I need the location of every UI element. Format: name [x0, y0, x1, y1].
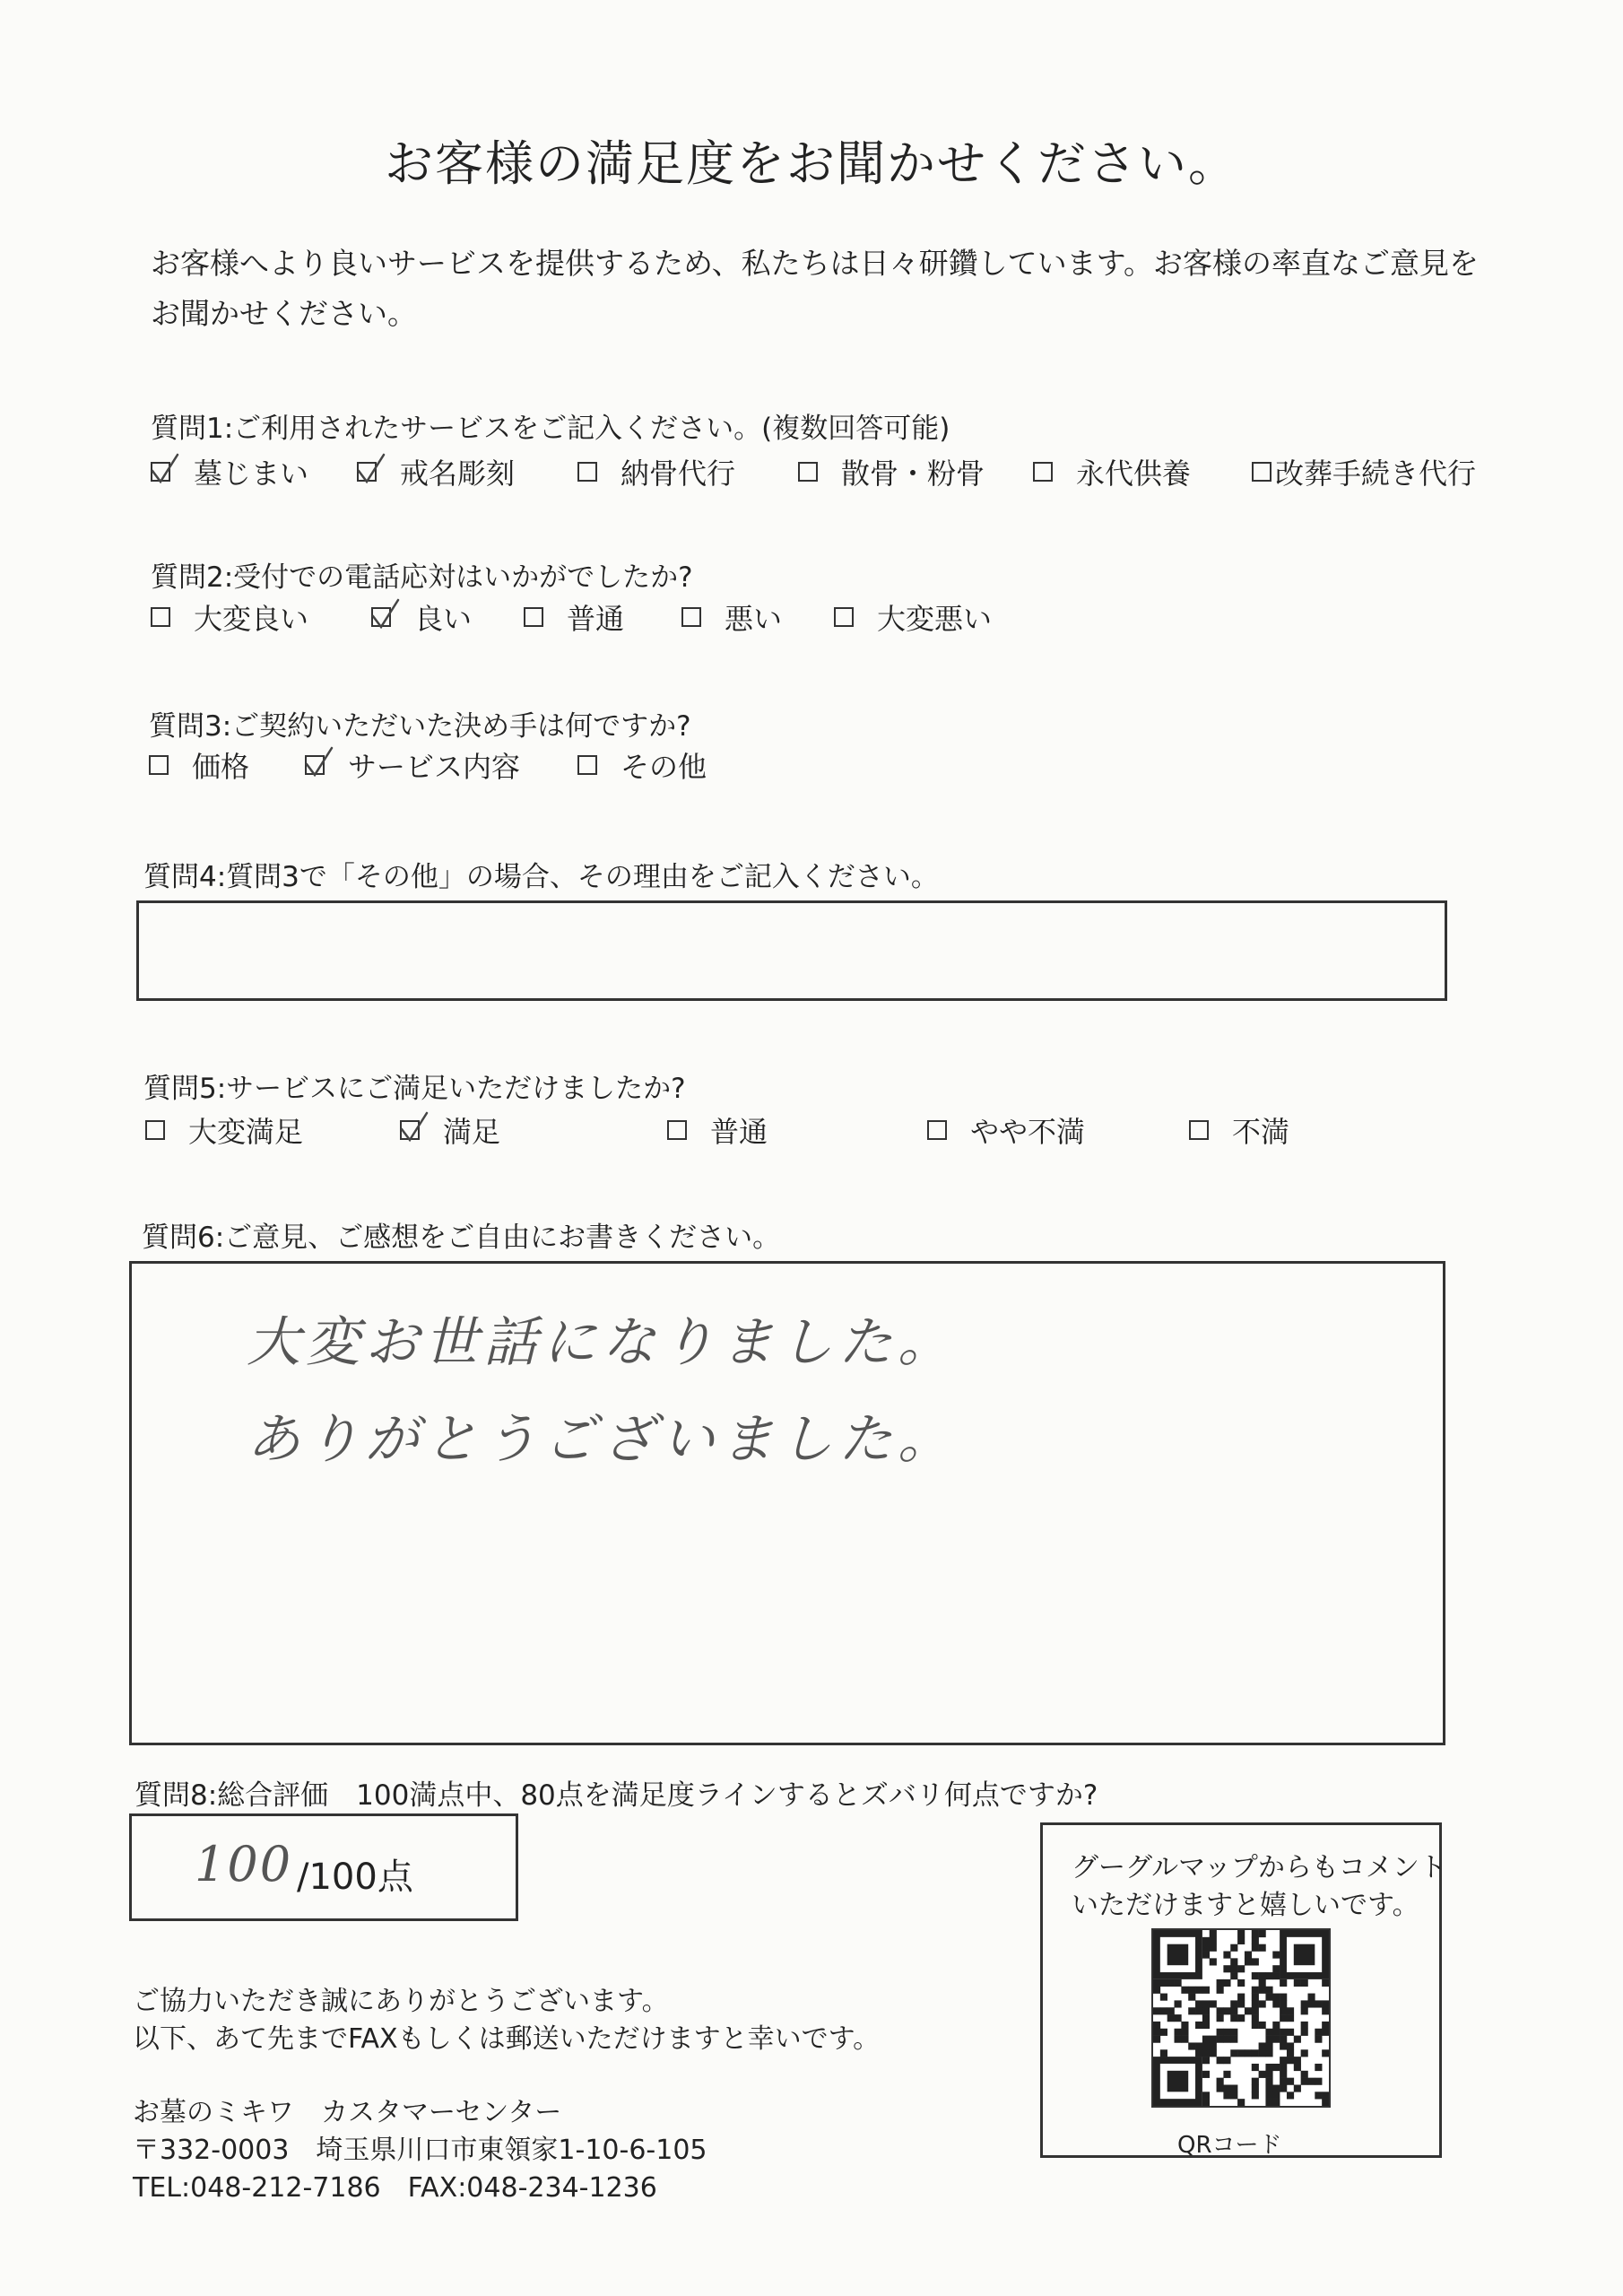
q2-option[interactable]: 普通	[524, 596, 624, 638]
qr-module	[1287, 2057, 1294, 2064]
qr-module	[1272, 2084, 1280, 2092]
qr-module	[1167, 1979, 1175, 1987]
q5-option[interactable]: 不満	[1189, 1109, 1289, 1151]
qr-module	[1230, 2000, 1237, 2007]
qr-module	[1230, 2007, 1237, 2014]
qr-module	[1272, 2022, 1280, 2029]
q2-option[interactable]: 大変良い	[151, 596, 308, 638]
qr-module	[1202, 2092, 1210, 2099]
qr-module	[1280, 1979, 1287, 1987]
qr-module	[1188, 2007, 1195, 2014]
checkbox[interactable]	[1252, 462, 1271, 482]
qr-module	[1301, 2007, 1308, 2014]
qr-module	[1322, 2099, 1329, 2106]
qr-module	[1153, 2007, 1160, 2014]
qr-module	[1272, 2000, 1280, 2007]
q5-option[interactable]: 普通	[667, 1109, 768, 1151]
qr-module	[1272, 1965, 1280, 1972]
qr-module	[1322, 1979, 1329, 1987]
qr-module	[1287, 2014, 1294, 2022]
qr-module	[1223, 1965, 1230, 1972]
score-box[interactable]	[129, 1813, 518, 1921]
qr-module	[1265, 2084, 1272, 2092]
q3-option[interactable]: サービス内容	[305, 744, 520, 786]
qr-module	[1237, 1930, 1245, 1937]
qr-module	[1287, 2078, 1294, 2085]
footer-address: 〒332-0003 埼玉県川口市東領家1-10-6-105	[133, 2135, 707, 2166]
qr-module	[1272, 1972, 1280, 1979]
q6-answer-box[interactable]	[129, 1261, 1445, 1745]
qr-module	[1202, 1952, 1210, 1959]
question-3: 質問3:ご契約いただいた決め手は何ですか?	[149, 710, 691, 743]
qr-module	[1280, 2084, 1287, 2092]
qr-module	[1301, 1979, 1308, 1987]
qr-module	[1223, 2036, 1230, 2043]
qr-module	[1265, 1987, 1272, 1994]
handwritten-answer-line-2: ありがとうございました。	[247, 1408, 957, 1471]
qr-module	[1322, 2007, 1329, 2014]
qr-module	[1195, 2022, 1202, 2029]
qr-module	[1294, 2036, 1301, 2043]
qr-module	[1315, 2000, 1322, 2007]
qr-module	[1265, 2064, 1272, 2071]
qr-module	[1294, 1979, 1301, 1987]
qr-module	[1202, 1944, 1210, 1952]
qr-module	[1202, 2007, 1210, 2014]
checkbox[interactable]	[1189, 1120, 1209, 1140]
qr-module	[1287, 2042, 1294, 2049]
qr-module	[1217, 2014, 1224, 2022]
qr-module	[1230, 1965, 1237, 1972]
qr-module	[1252, 1972, 1259, 1979]
qr-module	[1307, 2078, 1315, 2085]
qr-module	[1265, 2071, 1272, 2078]
qr-module	[1265, 1972, 1272, 1979]
qr-module	[1280, 2007, 1287, 2014]
checkbox[interactable]	[681, 607, 701, 627]
checkbox[interactable]	[149, 755, 169, 775]
qr-module	[1280, 2064, 1287, 2071]
qr-module	[1272, 2099, 1280, 2106]
qr-module	[1265, 2099, 1272, 2106]
qr-module	[1210, 2000, 1217, 2007]
qr-module	[1210, 1930, 1217, 1937]
qr-module	[1301, 2078, 1308, 2085]
qr-module	[1195, 2042, 1202, 2049]
qr-module	[1301, 2022, 1308, 2029]
checkbox[interactable]	[305, 755, 325, 775]
qr-module	[1280, 2042, 1287, 2049]
qr-module	[1259, 1987, 1266, 1994]
qr-module	[1181, 1987, 1188, 1994]
qr-module	[1160, 2049, 1167, 2057]
qr-module	[1322, 2022, 1329, 2029]
q1-option[interactable]: 散骨・粉骨	[798, 451, 985, 492]
qr-module	[1287, 2049, 1294, 2057]
qr-module	[1259, 2049, 1266, 2057]
qr-module	[1252, 2049, 1259, 2057]
qr-module	[1160, 2007, 1167, 2014]
q4-answer	[139, 903, 1445, 939]
qr-finder-pattern	[1167, 1944, 1189, 1966]
q4-answer-box[interactable]	[136, 900, 1447, 1001]
qr-module	[1210, 2036, 1217, 2043]
qr-module	[1230, 2029, 1237, 2036]
qr-module	[1202, 2049, 1210, 2057]
qr-module	[1315, 2092, 1322, 2099]
qr-module	[1223, 2057, 1230, 2064]
qr-module	[1237, 2099, 1245, 2106]
qr-label: QRコード	[1177, 2132, 1282, 2159]
qr-module	[1237, 2014, 1245, 2022]
footer-instruction: 以下、あて先までFAXもしくは郵送いただけますと幸いです。	[133, 2023, 881, 2055]
checkbox[interactable]	[145, 1120, 165, 1140]
qr-module	[1252, 2084, 1259, 2092]
qr-module	[1322, 2092, 1329, 2099]
qr-module	[1202, 2036, 1210, 2043]
intro-line-2: お聞かせください。	[151, 296, 417, 331]
qr-module	[1265, 2092, 1272, 2099]
qr-module	[1252, 2014, 1259, 2022]
qr-module	[1265, 2078, 1272, 2085]
qr-module	[1153, 2029, 1160, 2036]
qr-module	[1280, 2036, 1287, 2043]
google-text-line-1: グーグルマップからもコメント	[1072, 1852, 1446, 1883]
qr-module	[1265, 2036, 1272, 2043]
qr-module	[1202, 1987, 1210, 1994]
q1-option[interactable]: 永代供養	[1033, 451, 1191, 492]
checkbox[interactable]	[400, 1120, 420, 1140]
qr-module	[1217, 2057, 1224, 2064]
qr-module	[1217, 2029, 1224, 2036]
qr-module	[1223, 2071, 1230, 2078]
qr-module	[1265, 1994, 1272, 2001]
qr-module	[1259, 1972, 1266, 1979]
qr-module	[1294, 2057, 1301, 2064]
qr-module	[1280, 2057, 1287, 2064]
qr-code[interactable]	[1151, 1928, 1331, 2108]
qr-module	[1252, 2000, 1259, 2007]
qr-module	[1210, 1944, 1217, 1952]
qr-module	[1195, 2000, 1202, 2007]
qr-module	[1280, 2000, 1287, 2007]
footer-contact: TEL:048-212-7186 FAX:048-234-1236	[133, 2172, 657, 2204]
qr-module	[1230, 1958, 1237, 1965]
qr-module	[1252, 1930, 1259, 1937]
qr-module	[1259, 2071, 1266, 2078]
checkbox[interactable]	[151, 607, 170, 627]
qr-module	[1230, 2014, 1237, 2022]
qr-module	[1217, 1987, 1224, 1994]
qr-module	[1315, 2036, 1322, 2043]
question-6: 質問6:ご意見、ご感想をご自由にお書きください。	[142, 1222, 781, 1254]
qr-module	[1322, 2049, 1329, 2057]
qr-module	[1181, 2022, 1188, 2029]
checkbox[interactable]	[357, 462, 377, 482]
qr-module	[1315, 2064, 1322, 2071]
qr-module	[1315, 2029, 1322, 2036]
qr-module	[1181, 2029, 1188, 2036]
qr-module	[1259, 1979, 1266, 1987]
footer-thanks: ご協力いただき誠にありがとうございます。	[133, 1986, 669, 2017]
qr-module	[1153, 1987, 1160, 1994]
qr-module	[1252, 2007, 1259, 2014]
q2-option[interactable]: 悪い	[681, 596, 782, 638]
qr-module	[1252, 1937, 1259, 1944]
qr-module	[1301, 2049, 1308, 2057]
qr-module	[1280, 2014, 1287, 2022]
q1-option[interactable]: 墓じまい	[151, 451, 308, 492]
qr-module	[1167, 2014, 1175, 2022]
qr-module	[1322, 2000, 1329, 2007]
checkbox[interactable]	[927, 1120, 947, 1140]
qr-module	[1230, 2092, 1237, 2099]
qr-module	[1175, 2014, 1182, 2022]
qr-module	[1223, 1979, 1230, 1987]
qr-module	[1230, 1944, 1237, 1952]
qr-module	[1294, 2084, 1301, 2092]
qr-module	[1210, 2049, 1217, 2057]
qr-module	[1294, 2064, 1301, 2071]
qr-module	[1252, 2078, 1259, 2085]
q5-option[interactable]: やや不満	[927, 1109, 1085, 1151]
qr-module	[1287, 2029, 1294, 2036]
checkbox[interactable]	[834, 607, 854, 627]
qr-module	[1252, 1994, 1259, 2001]
qr-module	[1223, 1952, 1230, 1959]
qr-module	[1217, 2084, 1224, 2092]
intro-line-1: お客様へより良いサービスを提供するため、私たちは日々研鑽しています。お客様の率直なご意見を	[151, 246, 1480, 281]
qr-module	[1259, 1944, 1266, 1952]
q1-option[interactable]: 納骨代行	[577, 451, 735, 492]
q2-option[interactable]: 良い	[371, 596, 472, 638]
qr-module	[1322, 2029, 1329, 2036]
qr-module	[1181, 2036, 1188, 2043]
qr-module	[1175, 2036, 1182, 2043]
handwritten-score: 100	[195, 1836, 293, 1892]
qr-module	[1287, 2092, 1294, 2099]
checkbox[interactable]	[798, 462, 818, 482]
qr-module	[1280, 1994, 1287, 2001]
qr-module	[1252, 2064, 1259, 2071]
qr-module	[1210, 2042, 1217, 2049]
qr-module	[1202, 2014, 1210, 2022]
qr-module	[1160, 2029, 1167, 2036]
qr-module	[1280, 2078, 1287, 2085]
qr-module	[1287, 2007, 1294, 2014]
qr-module	[1272, 2029, 1280, 2036]
q5-option[interactable]: 満足	[400, 1109, 500, 1151]
qr-module	[1223, 2029, 1230, 2036]
qr-module	[1230, 2084, 1237, 2092]
qr-module	[1217, 1979, 1224, 1987]
qr-module	[1230, 1972, 1237, 1979]
checkbox[interactable]	[151, 462, 170, 482]
qr-module	[1245, 1958, 1252, 1965]
qr-module	[1217, 2078, 1224, 2085]
qr-module	[1307, 2000, 1315, 2007]
qr-module	[1259, 2022, 1266, 2029]
qr-module	[1153, 1979, 1160, 1987]
qr-module	[1265, 2029, 1272, 2036]
check-mark-icon	[396, 1109, 432, 1145]
qr-module	[1259, 2000, 1266, 2007]
qr-module	[1188, 1994, 1195, 2001]
qr-module	[1223, 2092, 1230, 2099]
score-suffix: /100点	[297, 1857, 413, 1898]
qr-module	[1252, 1944, 1259, 1952]
qr-module	[1315, 2078, 1322, 2085]
qr-module	[1217, 2036, 1224, 2043]
checkbox[interactable]	[667, 1120, 687, 1140]
question-5: 質問5:サービスにご満足いただけましたか?	[143, 1073, 686, 1105]
qr-module	[1195, 2049, 1202, 2057]
q2-option[interactable]: 大変悪い	[834, 596, 992, 638]
checkbox[interactable]	[1033, 462, 1053, 482]
qr-module	[1301, 2000, 1308, 2007]
q1-option[interactable]: 戒名彫刻	[357, 451, 515, 492]
qr-module	[1195, 2007, 1202, 2014]
qr-module	[1272, 2064, 1280, 2071]
qr-module	[1202, 2071, 1210, 2078]
qr-module	[1245, 1952, 1252, 1959]
qr-module	[1245, 2049, 1252, 2057]
qr-module	[1301, 2071, 1308, 2078]
checkbox[interactable]	[577, 755, 597, 775]
qr-module	[1160, 1994, 1167, 2001]
question-1: 質問1:ご利用されたサービスをご記入ください。(複数回答可能)	[151, 413, 950, 445]
qr-module	[1252, 2022, 1259, 2029]
qr-module	[1307, 1994, 1315, 2001]
qr-module	[1252, 1958, 1259, 1965]
qr-module	[1280, 2029, 1287, 2036]
qr-module	[1237, 1965, 1245, 1972]
q1-option[interactable]: 改葬手続き代行	[1252, 451, 1476, 492]
qr-module	[1237, 1979, 1245, 1987]
qr-module	[1230, 2049, 1237, 2057]
qr-module	[1210, 1958, 1217, 1965]
check-mark-icon	[147, 451, 183, 487]
qr-code-pattern	[1153, 1930, 1329, 2106]
handwritten-answer-line-1: 大変お世話になりました。	[247, 1311, 957, 1374]
qr-module	[1272, 2092, 1280, 2099]
footer-company: お墓のミキワ カスタマーセンター	[133, 2097, 562, 2128]
qr-module	[1202, 2042, 1210, 2049]
qr-module	[1153, 2022, 1160, 2029]
google-text-line-2: いただけますと嬉しいです。	[1072, 1890, 1419, 1921]
qr-module	[1160, 1979, 1167, 1987]
qr-module	[1202, 1937, 1210, 1944]
qr-module	[1237, 2000, 1245, 2007]
qr-module	[1272, 2036, 1280, 2043]
qr-module	[1245, 2007, 1252, 2014]
qr-module	[1175, 2000, 1182, 2007]
qr-module	[1210, 1937, 1217, 1944]
page-title: お客様の満足度をお聞かせください。	[385, 135, 1238, 192]
qr-module	[1301, 2029, 1308, 2036]
qr-module	[1237, 2049, 1245, 2057]
check-mark-icon	[368, 596, 404, 632]
qr-module	[1237, 1994, 1245, 2001]
qr-module	[1259, 1930, 1266, 1937]
qr-module	[1223, 2007, 1230, 2014]
question-8: 質問8:総合評価 100満点中、80点を満足度ラインするとズバリ何点ですか?	[135, 1779, 1098, 1812]
q3-option[interactable]: 価格	[149, 744, 249, 786]
qr-module	[1237, 1937, 1245, 1944]
qr-module	[1252, 2092, 1259, 2099]
qr-module	[1202, 2099, 1210, 2106]
qr-finder-pattern	[1167, 2071, 1189, 2092]
checkbox[interactable]	[524, 607, 543, 627]
qr-module	[1188, 2042, 1195, 2049]
qr-module	[1217, 2007, 1224, 2014]
qr-module	[1265, 2042, 1272, 2049]
qr-module	[1202, 2057, 1210, 2064]
question-2: 質問2:受付での電話応対はいかがでしたか?	[151, 561, 693, 594]
qr-module	[1153, 2036, 1160, 2043]
qr-module	[1223, 2084, 1230, 2092]
qr-module	[1252, 1987, 1259, 1994]
qr-module	[1230, 2036, 1237, 2043]
checkbox[interactable]	[577, 462, 597, 482]
qr-module	[1272, 1952, 1280, 1959]
qr-module	[1280, 2071, 1287, 2078]
qr-module	[1167, 2007, 1175, 2014]
checkbox[interactable]	[371, 607, 391, 627]
check-mark-icon	[353, 451, 389, 487]
q3-option[interactable]: その他	[577, 744, 707, 786]
qr-module	[1175, 2029, 1182, 2036]
qr-finder-pattern	[1294, 1944, 1315, 1966]
qr-module	[1188, 1987, 1195, 1994]
qr-module	[1272, 1994, 1280, 2001]
question-4: 質問4:質問3で「その他」の場合、その理由をご記入ください。	[143, 861, 939, 893]
qr-module	[1202, 2000, 1210, 2007]
qr-module	[1202, 2022, 1210, 2029]
qr-module	[1175, 1979, 1182, 1987]
qr-module	[1259, 2042, 1266, 2049]
q5-option[interactable]: 大変満足	[145, 1109, 303, 1151]
qr-module	[1195, 1987, 1202, 1994]
qr-module	[1265, 2049, 1272, 2057]
check-mark-icon	[301, 744, 337, 780]
